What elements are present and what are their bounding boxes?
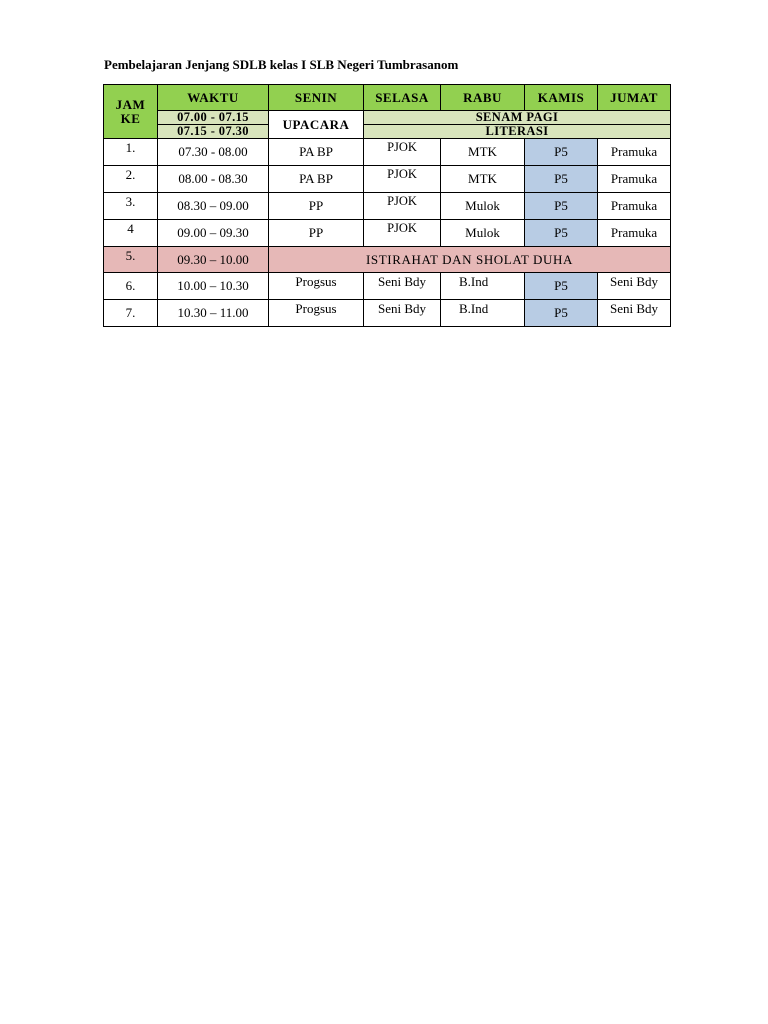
- cell-waktu: 10.30 – 11.00: [158, 300, 269, 327]
- table-row: [104, 220, 671, 247]
- cell-rabu: B.Ind: [441, 300, 525, 327]
- cell-rabu: B.Ind: [441, 273, 525, 300]
- cell-senin: PA BP: [269, 166, 364, 193]
- cell-selasa: PJOK: [364, 166, 441, 193]
- cell-jam: 7.: [104, 300, 158, 327]
- opening-row-1: [104, 111, 671, 125]
- cell-waktu: 07.30 - 08.00: [158, 139, 269, 166]
- schedule-table: [103, 84, 671, 327]
- header-rabu: RABU: [441, 85, 525, 111]
- opening-upacara: UPACARA: [269, 111, 364, 139]
- break-row: [104, 247, 671, 273]
- cell-senin: PP: [269, 193, 364, 220]
- cell-selasa: Seni Bdy: [364, 273, 441, 300]
- table-row: [104, 273, 671, 300]
- opening-activity-1: SENAM PAGI: [364, 111, 671, 125]
- header-waktu: WAKTU: [158, 85, 269, 111]
- cell-waktu: 08.00 - 08.30: [158, 166, 269, 193]
- cell-senin: PP: [269, 220, 364, 247]
- cell-waktu: 09.00 – 09.30: [158, 220, 269, 247]
- header-selasa: SELASA: [364, 85, 441, 111]
- document-title: Pembelajaran Jenjang SDLB kelas I SLB Negeri Tumbrasanom: [104, 57, 459, 72]
- opening-row-2: [104, 125, 671, 139]
- break-waktu: 09.30 – 10.00: [158, 247, 269, 273]
- table-row: [104, 193, 671, 220]
- cell-kamis: P5: [525, 193, 598, 220]
- cell-senin: PA BP: [269, 139, 364, 166]
- cell-selasa: PJOK: [364, 220, 441, 247]
- cell-kamis: P5: [525, 220, 598, 247]
- table-row: [104, 300, 671, 327]
- cell-waktu: 10.00 – 10.30: [158, 273, 269, 300]
- cell-rabu: MTK: [441, 139, 525, 166]
- cell-kamis: P5: [525, 139, 598, 166]
- cell-selasa: PJOK: [364, 139, 441, 166]
- cell-selasa: PJOK: [364, 193, 441, 220]
- cell-selasa: Seni Bdy: [364, 300, 441, 327]
- cell-jumat: Pramuka: [598, 193, 671, 220]
- cell-jumat: Pramuka: [598, 166, 671, 193]
- break-label: ISTIRAHAT DAN SHOLAT DUHA: [269, 247, 671, 273]
- table-row: [104, 139, 671, 166]
- header-senin: SENIN: [269, 85, 364, 111]
- cell-kamis: P5: [525, 273, 598, 300]
- break-jam: 5.: [104, 247, 158, 273]
- header-jam-ke: JAM KE: [104, 85, 158, 139]
- cell-jumat: Seni Bdy: [598, 300, 671, 327]
- cell-kamis: P5: [525, 166, 598, 193]
- cell-rabu: Mulok: [441, 193, 525, 220]
- cell-jam: 4: [104, 220, 158, 247]
- cell-jam: 6.: [104, 273, 158, 300]
- opening-activity-2: LITERASI: [364, 125, 671, 139]
- table-row: [104, 166, 671, 193]
- cell-kamis: P5: [525, 300, 598, 327]
- cell-jam: 3.: [104, 193, 158, 220]
- cell-rabu: Mulok: [441, 220, 525, 247]
- header-kamis: KAMIS: [525, 85, 598, 111]
- opening-time-2: 07.15 - 07.30: [158, 125, 269, 139]
- cell-jam: 2.: [104, 166, 158, 193]
- cell-jumat: Pramuka: [598, 220, 671, 247]
- cell-jam: 1.: [104, 139, 158, 166]
- header-jumat: JUMAT: [598, 85, 671, 111]
- cell-jumat: Pramuka: [598, 139, 671, 166]
- cell-senin: Progsus: [269, 273, 364, 300]
- cell-senin: Progsus: [269, 300, 364, 327]
- opening-time-1: 07.00 - 07.15: [158, 111, 269, 125]
- cell-waktu: 08.30 – 09.00: [158, 193, 269, 220]
- cell-rabu: MTK: [441, 166, 525, 193]
- header-row: [104, 85, 671, 111]
- cell-jumat: Seni Bdy: [598, 273, 671, 300]
